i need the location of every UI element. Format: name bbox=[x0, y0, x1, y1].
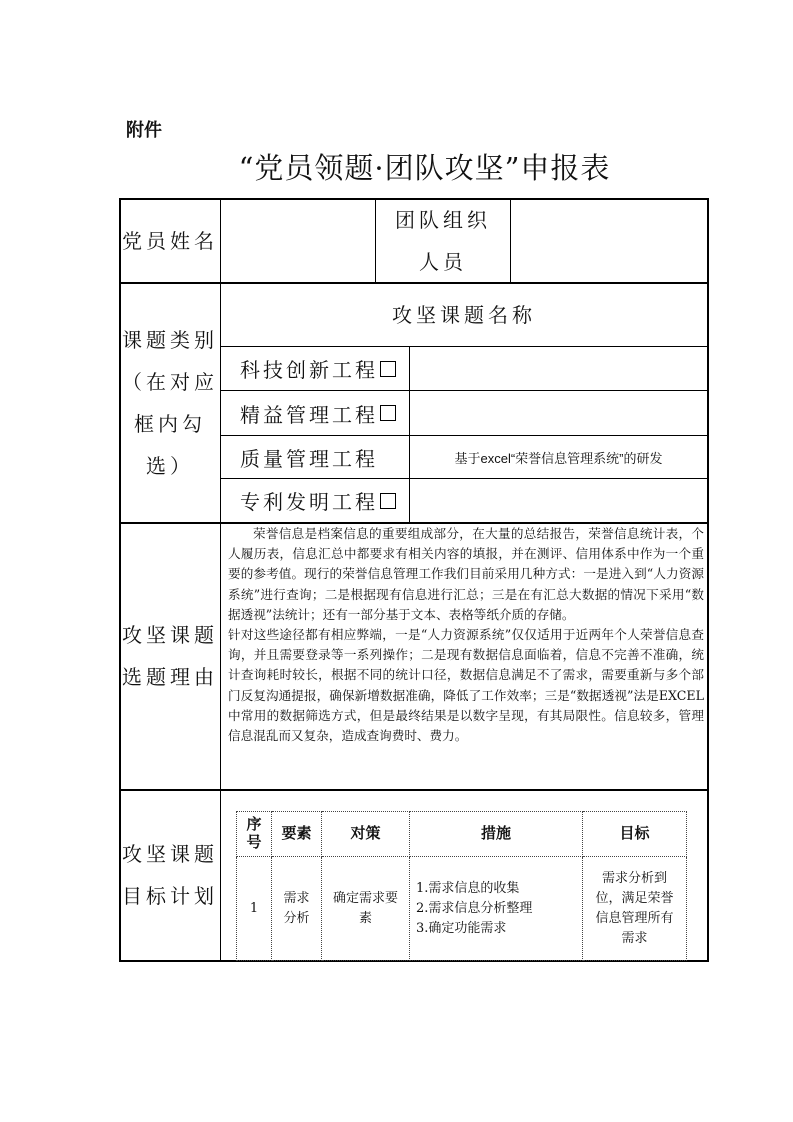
quality-management-project-field[interactable]: 基于excel“荣誉信息管理系统”的研发 bbox=[454, 450, 663, 466]
measure-item: 3.确定功能需求 bbox=[416, 920, 507, 936]
row-no: 1 bbox=[237, 857, 272, 961]
science-innovation-project-field[interactable] bbox=[410, 347, 707, 390]
science-innovation-checkbox[interactable] bbox=[380, 361, 396, 377]
header-no: 序号 bbox=[237, 812, 272, 857]
team-members-field[interactable] bbox=[511, 199, 707, 282]
plan-label: 攻坚课题 目标计划 bbox=[122, 842, 218, 908]
party-member-name-field[interactable] bbox=[221, 199, 375, 282]
table-row bbox=[237, 857, 687, 961]
category-science-innovation: 科技创新工程 bbox=[240, 347, 396, 390]
lean-management-project-field[interactable] bbox=[410, 391, 707, 435]
row-measures bbox=[410, 857, 583, 961]
header-countermeasure: 对策 bbox=[322, 812, 410, 857]
row-countermeasure: 确定需求要素 bbox=[322, 857, 410, 961]
plan-table-header bbox=[237, 812, 687, 857]
party-member-name-label: 党员姓名 bbox=[122, 228, 218, 253]
category-quality-management: 质量管理工程 bbox=[240, 446, 378, 471]
reason-paragraph-1: 荣誉信息是档案信息的重要组成部分，在大量的总结报告，荣誉信息统计表，个人履历表，信息汇总中都要求有相关内容的填报，并在测评、信用体系中作为一个重要的参考值。现行的荣誉信息管理工作我们目前采用几种方式：一是进入到“人力资源系统”进行查询；二是根据现有信息进行汇总；三是在有汇总大数据的情况下采用“数据透视”法统计；还有一部分基于文本、表格等纸介质的存储。 bbox=[228, 526, 704, 622]
attachment-label: 附件 bbox=[126, 120, 162, 141]
row-element: 需求分析 bbox=[272, 857, 322, 961]
reason-text bbox=[228, 524, 704, 746]
team-members-label: 团队组织 人员 bbox=[395, 207, 491, 274]
reason-label: 攻坚课题 选题理由 bbox=[122, 623, 218, 689]
header-goal: 目标 bbox=[583, 812, 687, 857]
category-label: 课题类别 （在对应 框内勾 选） bbox=[122, 327, 218, 478]
measure-item: 1.需求信息的收集 bbox=[416, 880, 520, 896]
reason-paragraph-2: 针对这些途径都有相应弊端，一是“人力资源系统”仅仅适用于近两年个人荣誉信息查询，并且需要登录等一系列操作；二是现有数据信息面临着，信息不完善不准确，统计查询耗时较长，根据不同的统计口径，数据信息满足不了需求，需要重新与多个部门反复沟通提报，确保新增数据准确，降低了工作效率；三是“数据透视”法是EXCEL中常用的数据筛选方式，但是最终结果是以数字呈现，有其局限性。信息较多，管理信息混乱而又复杂，造成查询费时、费力。 bbox=[228, 627, 704, 744]
header-measures: 措施 bbox=[410, 812, 583, 857]
patent-invention-project-field[interactable] bbox=[410, 479, 707, 522]
row-goal: 需求分析到位，满足荣誉信息管理所有需求 bbox=[583, 857, 687, 961]
project-name-header: 攻坚课题名称 bbox=[392, 302, 536, 327]
category-lean-management: 精益管理工程 bbox=[240, 391, 396, 435]
form-title: “党员领题·团队攻坚”申报表 bbox=[238, 151, 611, 185]
measure-item: 2.需求信息分析整理 bbox=[416, 900, 533, 916]
patent-invention-checkbox[interactable] bbox=[380, 493, 396, 509]
plan-table bbox=[236, 811, 687, 961]
header-element: 要素 bbox=[272, 812, 322, 857]
category-patent-invention: 专利发明工程 bbox=[240, 479, 396, 522]
lean-management-checkbox[interactable] bbox=[380, 405, 396, 421]
